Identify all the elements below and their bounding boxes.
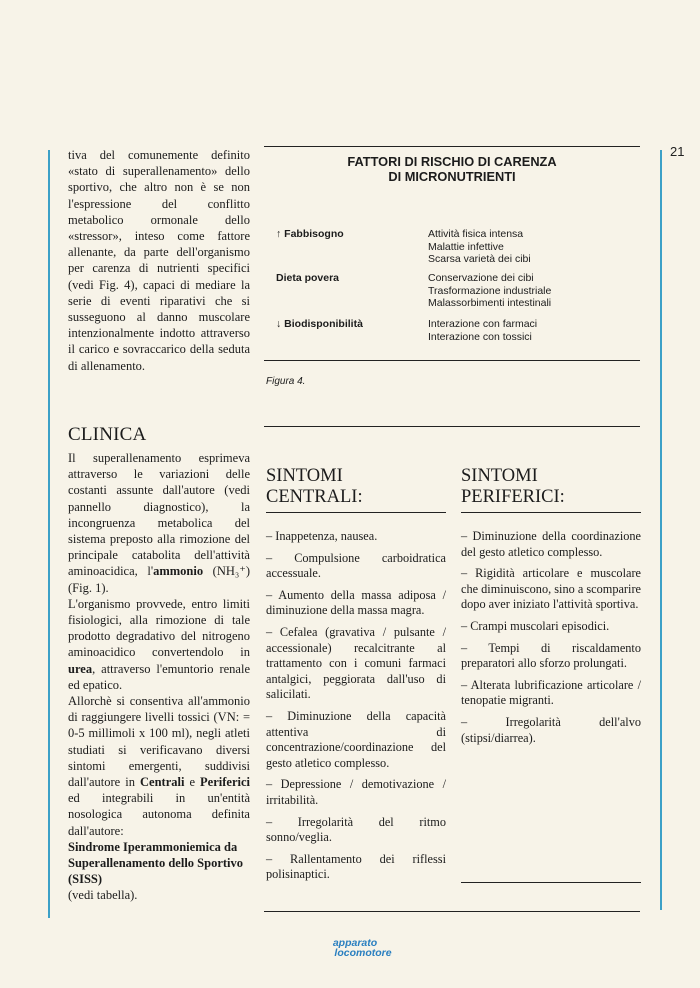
list-item: – Aumento della massa adiposa / diminuzione della massa magra. [266, 587, 446, 618]
list-item: – Rigidità articolare e muscolare che diminuiscono, sino a scomparire dopo aver iniziato l'attività sportiva. [461, 566, 641, 612]
list-item: – Diminuzione della capacità attentiva di concentrazione/coordinazione del gesto atletico complesso. [266, 708, 446, 770]
list-item: – Alterata lubrificazione articolare / tenopatie migranti. [461, 677, 641, 708]
list-item: – Tempi di riscaldamento preparatori allo sforzo prolungati. [461, 640, 641, 671]
intro-text: tiva del comunemente definito «stato di superallenamento» dello sportivo, che altro non è se non l'espressione del conflitto metabolico ormonale dello «stressor», inteso come fattore allenante, da parte dell'organismo per carenza di nutrienti specifici (vedi Fig. 4), capaci di mediare la serie di eventi riparativi che si susseguono al danno muscolare intenzionalmente indotto attraverso il carico e sovraccarico della seduta di allenamento. [68, 148, 250, 373]
list-item: – Cefalea (gravativa / pulsante / accessionale) recalcitrante al trattamento con i comuni farmaci antalgici, peggiorata dall'uso di salicilati. [266, 624, 446, 702]
figure-bottom-rule [264, 360, 640, 361]
figure-top-rule [264, 146, 640, 147]
journal-logo: apparato locomotore [332, 937, 392, 959]
centrali-heading-rule [266, 512, 446, 513]
list-item: – Rallentamento dei riflessi polisinaptici. [266, 851, 446, 882]
list-item: – Inappetenza, nausea. [266, 529, 378, 543]
left-margin-rule [48, 150, 50, 918]
urea-term: urea [68, 661, 93, 676]
sintomi-periferici-list [461, 529, 641, 752]
clinica-paragraph-1: Il superallenamento esprimeva attraverso le variazioni delle costanti assunte dall'autore (vedi pannello diagnostico), la incongruenza metabolica del sistema preposto alla rimozione del principale catabolita dell'attività aminoacidica, l'ammonio (NH₃⁺) (Fig. 1). [68, 451, 250, 595]
figure-caption: Figura 4. [266, 376, 306, 387]
list-item: – Depressione / demotivazione / irritabilità. [266, 777, 446, 807]
factor-items: Conservazione dei cibi Trasformazione industriale Malassorbimenti intestinali [428, 272, 552, 310]
symptoms-bottom-rule [264, 911, 640, 912]
list-item: – Crampi muscolari episodici. [461, 618, 610, 633]
factor-label: Dieta povera [276, 272, 340, 284]
clinica-paragraph-2: L'organismo provvede, entro limiti fisiologici, alla rimozione di tale prodotto degradativo del nitrogeno aminoacidico convertendolo in urea, attraverso l'emuntorio renale ed epatico. [68, 596, 250, 692]
list-item: – Irregolarità dell'alvo (stipsi/diarrea). [461, 714, 641, 745]
clinica-heading: CLINICA [68, 424, 147, 445]
page-number: 21 [670, 144, 685, 159]
right-margin-rule [660, 150, 662, 910]
factor-label: ↑ Fabbisogno [276, 228, 344, 240]
clinica-body [68, 450, 250, 904]
list-item: – Irregolarità del ritmo sonno/veglia. [266, 814, 446, 845]
factor-items: Interazione con farmaci Interazione con tossici [428, 318, 538, 343]
ammonio-term: ammonio [153, 564, 204, 579]
list-item: – Compulsione carboidratica accessuale. [266, 550, 446, 581]
sintomi-centrali-heading: SINTOMI CENTRALI: [266, 466, 363, 507]
figure-title: FATTORI DI RISCHIO DI CARENZA DI MICRONUTRIENTI [347, 154, 557, 184]
siss-note: (vedi tabella). [68, 888, 138, 903]
periferici-heading-rule [461, 512, 641, 513]
clinica-paragraph-3: Allorchè si consentiva all'ammonio di raggiungere livelli tossici (VN: = 0-5 millimoli x 100 ml), negli atleti studiati si verificavano diversi sintomi emergenti, suddivisi dall'autore in Centrali e Periferici ed integrabili in un'entità nosologica autonoma definita dall'autore: [68, 694, 250, 838]
siss-title: Sindrome Iperammoniemica da Superallenamento dello Sportivo (SISS) [68, 839, 244, 887]
symptoms-top-rule [264, 426, 640, 427]
intro-paragraph [68, 147, 250, 374]
periferici-bottom-rule [461, 882, 641, 883]
factor-label: ↓ Biodisponibilità [276, 318, 363, 330]
sintomi-periferici-heading: SINTOMI PERIFERICI: [461, 466, 565, 507]
sintomi-centrali-list [266, 529, 446, 889]
list-item: – Diminuzione della coordinazione del gesto atletico complesso. [461, 529, 641, 559]
factor-items: Attività fisica intensa Malattie infettive Scarsa varietà dei cibi [428, 228, 531, 266]
